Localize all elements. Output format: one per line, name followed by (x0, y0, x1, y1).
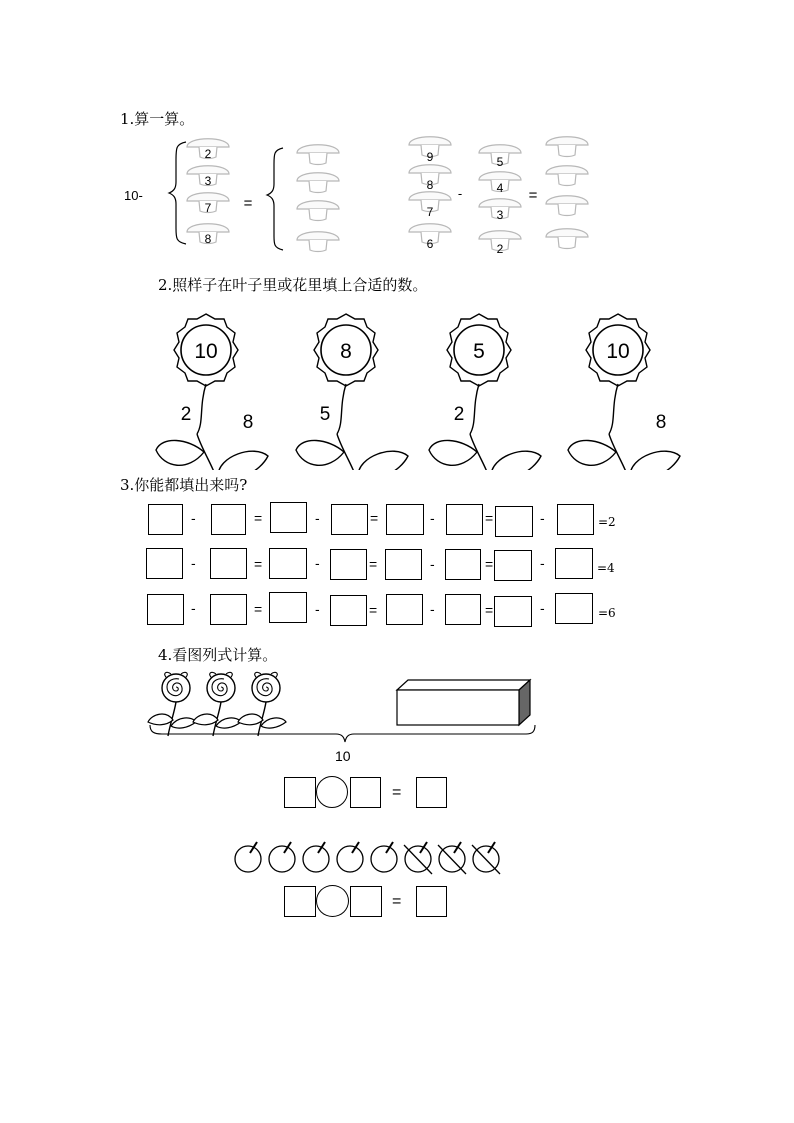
answer-box[interactable] (269, 548, 307, 579)
rose-flower-3 (238, 672, 286, 736)
mush-a-2: 7 (426, 205, 434, 219)
equals-sign: = (254, 556, 263, 572)
row-2-result: =4 (597, 561, 615, 575)
answer-box[interactable] (350, 886, 382, 917)
answer-box[interactable] (557, 504, 594, 535)
answer-box[interactable] (386, 594, 423, 625)
minus-sign: - (430, 556, 435, 572)
mush-a-0: 9 (426, 150, 434, 164)
flower-4-center: 10 (606, 340, 630, 363)
answer-box[interactable] (147, 594, 184, 625)
flower-4 (568, 314, 680, 470)
flower-3-left-leaf: 2 (453, 404, 465, 425)
circle (371, 842, 397, 872)
operator-circle[interactable] (316, 776, 348, 808)
mush-b-3: 2 (496, 242, 504, 256)
answer-box[interactable] (494, 596, 532, 627)
equals-sign: = (254, 601, 263, 617)
answer-box[interactable] (269, 592, 307, 623)
mush-a-3: 6 (426, 237, 434, 251)
equals-sign: = (369, 602, 378, 618)
answer-box[interactable] (148, 504, 183, 535)
minus-sign: - (191, 510, 196, 526)
equals-sign: = (392, 784, 402, 801)
answer-box[interactable] (416, 886, 447, 917)
bottom-brace (150, 725, 535, 742)
crossed-circle (404, 842, 432, 874)
flower-1-right-leaf: 8 (242, 412, 254, 433)
left-brace (169, 142, 186, 244)
mushroom-col-answer-1 (297, 145, 339, 252)
row-1-result: =2 (598, 515, 616, 529)
flower-1-center: 10 (194, 340, 218, 363)
mushroom-col-group-b (479, 145, 521, 256)
mush-b-0: 5 (496, 155, 504, 169)
section1-title: 1.算一算。 (120, 110, 195, 128)
mushroom-col-answer-2 (546, 137, 588, 249)
section3-title: 3.你能都填出来吗? (120, 476, 248, 494)
mush-left-0: 2 (204, 147, 212, 161)
equals-sign: = (254, 510, 263, 526)
box-3d (397, 680, 530, 725)
mushroom-col-left (187, 139, 229, 246)
minus-sign: - (430, 601, 435, 617)
circles-row (230, 838, 510, 878)
right-brace (267, 148, 283, 250)
minus-sign-1: - (457, 186, 463, 201)
answer-box[interactable] (350, 777, 381, 808)
minus-sign: - (315, 555, 320, 571)
answer-box[interactable] (331, 504, 368, 535)
circle (235, 842, 261, 872)
equals-sign: = (392, 893, 402, 910)
flower-2-center: 8 (340, 340, 352, 363)
answer-box[interactable] (495, 506, 533, 537)
answer-box[interactable] (284, 886, 316, 917)
minus-sign: - (315, 510, 320, 526)
equals-sign: = (370, 510, 379, 526)
section1-figure (0, 130, 794, 260)
minus-sign: - (191, 600, 196, 616)
equals-sign: = (485, 510, 494, 526)
crossed-circle (472, 842, 500, 874)
flower-3-center: 5 (473, 340, 485, 363)
equals-sign: = (369, 556, 378, 572)
row-3-result: =6 (598, 606, 616, 620)
circle (269, 842, 295, 872)
equals-sign: = (485, 602, 494, 618)
minus-sign: - (540, 600, 545, 616)
answer-box[interactable] (210, 548, 247, 579)
mush-left-3: 8 (204, 232, 212, 246)
answer-box[interactable] (386, 504, 424, 535)
total-label: 10 (335, 748, 351, 764)
mush-b-1: 4 (496, 181, 504, 195)
answer-box[interactable] (445, 594, 481, 625)
answer-box[interactable] (385, 549, 422, 580)
answer-box[interactable] (555, 593, 593, 624)
minus-sign: - (191, 555, 196, 571)
minus-sign: - (540, 555, 545, 571)
answer-box[interactable] (211, 504, 246, 535)
answer-box[interactable] (330, 549, 367, 580)
answer-box[interactable] (270, 502, 307, 533)
minus-sign: - (315, 601, 320, 617)
operator-circle[interactable] (316, 885, 349, 917)
answer-box[interactable] (555, 548, 593, 579)
equals-sign: = (485, 556, 494, 572)
minus-sign: - (430, 510, 435, 526)
answer-box[interactable] (330, 595, 367, 626)
answer-box[interactable] (494, 550, 532, 581)
mushroom-col-group-a (409, 137, 451, 251)
circle (303, 842, 329, 872)
rose-flower-2 (193, 672, 241, 736)
mush-b-2: 3 (496, 208, 504, 222)
section2-title: 2.照样子在叶子里或花里填上合适的数。 (158, 276, 428, 294)
crossed-circle (438, 842, 466, 874)
section4-title: 4.看图列式计算。 (158, 646, 278, 664)
mush-left-2: 7 (204, 201, 212, 215)
flower-4-right-leaf: 8 (655, 412, 667, 433)
flower-2-left-leaf: 5 (319, 404, 331, 425)
answer-box[interactable] (416, 777, 447, 808)
flower-1 (156, 314, 268, 470)
circle (337, 842, 363, 872)
answer-box[interactable] (446, 504, 483, 535)
section4-picture (0, 670, 794, 770)
flower-3 (429, 314, 541, 470)
equals-sign-2: = (528, 187, 538, 204)
equals-sign-1: = (243, 195, 253, 212)
rose-flower-1 (148, 672, 196, 736)
minus-sign: - (540, 510, 545, 526)
answer-box[interactable] (284, 777, 316, 808)
mush-left-1: 3 (204, 174, 212, 188)
flower-2 (296, 314, 408, 470)
section2-flowers (0, 300, 794, 470)
flower-1-left-leaf: 2 (180, 404, 192, 425)
mush-a-1: 8 (426, 178, 434, 192)
minuend-label: 10- (124, 188, 143, 203)
answer-box[interactable] (210, 594, 247, 625)
answer-box[interactable] (146, 548, 183, 579)
answer-box[interactable] (445, 549, 481, 580)
